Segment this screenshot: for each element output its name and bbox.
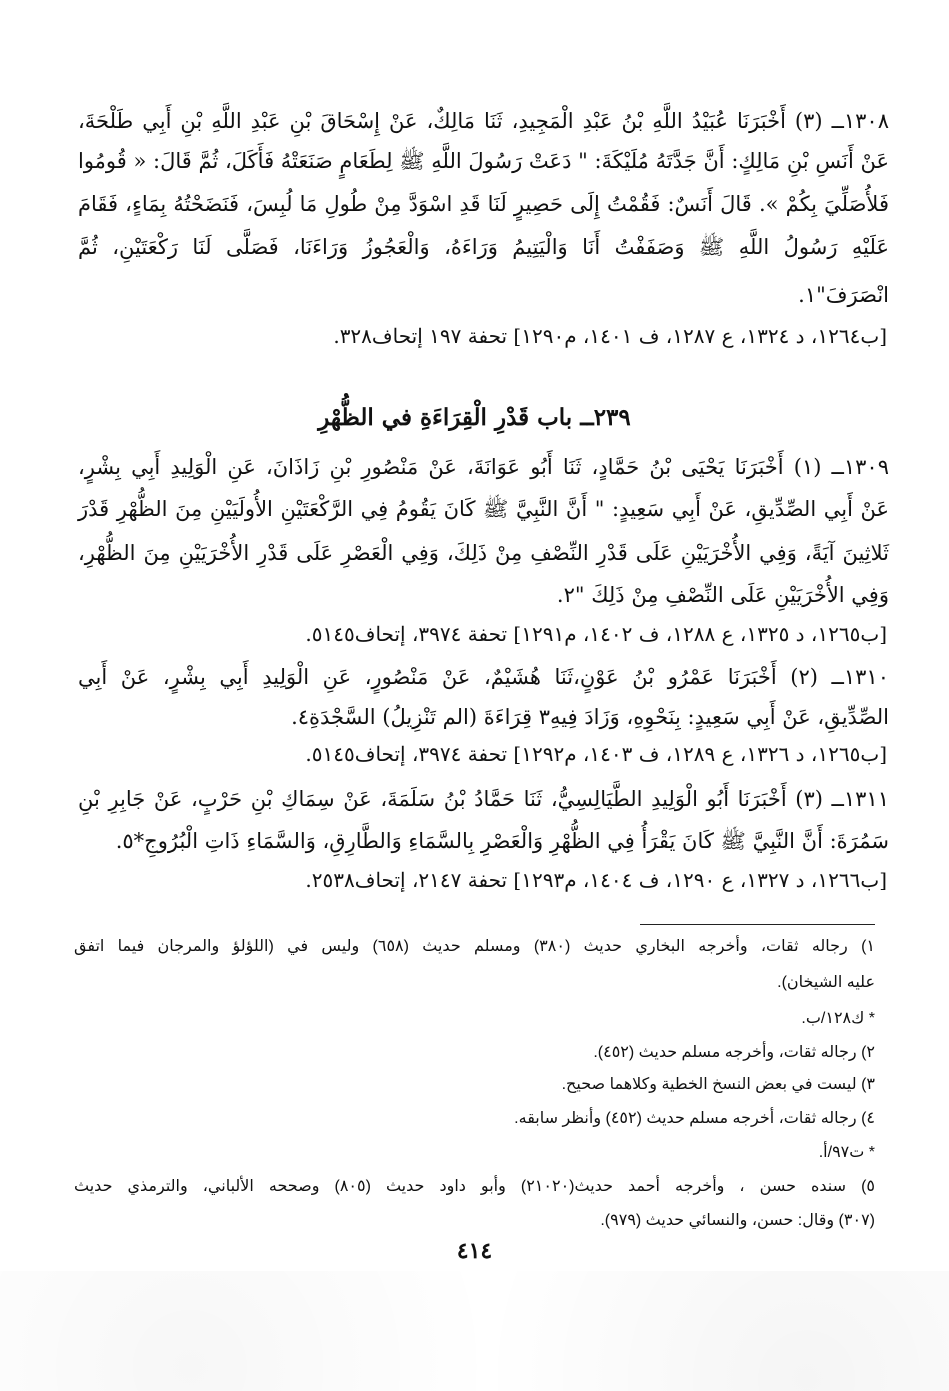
footnote-divider bbox=[640, 924, 875, 925]
hadith-1309-line-2: عَنْ أَبِي الصِّدِّيقِ، عَنْ أَبِي سَعِيدٍ: " أَنَّ النَّبِيَّ ﷺ كَانَ يَقُومُ فِي الرَّكْعَتَيْنِ الأُولَيَيْنِ مِنَ الظُّهْرِ قَدْرَ bbox=[78, 497, 889, 521]
chapter-title: ٢٣٩ــ باب قَدْرِ الْقِرَاءَةِ في الظُّهْرِ bbox=[318, 404, 631, 431]
hadith-1310-line-2: الصِّدِّيقِ، عَنْ أَبِي سَعِيدٍ: بِنَحْوِهِ، وَزَادَ فِيهِ٣ قِرَاءَةَ (الم تَنْزِيلُ) السَّجْدَةِ٤. bbox=[291, 705, 889, 729]
hadith-1308-line-2: عَنْ أَنَسِ بْنِ مَالِكٍ: أَنَّ جَدَّتَهُ مُلَيْكَةَ: " دَعَتْ رَسُولَ اللَّهِ ﷺ لِطَعَامٍ صَنَعَتْهُ فَأَكَلَ، ثُمَّ قَالَ: « قُومُوا bbox=[78, 149, 889, 173]
hadith-1309-line-1: ١٣٠٩ــ (١) أَخْبَرَنَا يَحْيَى بْنُ حَمَّادٍ، ثَنَا أَبُو عَوَانَةَ، عَنْ مَنْصُورِ بْنِ زَاذَانَ، عَنِ الْوَلِيدِ أَبِي بِشْرٍ، bbox=[78, 455, 889, 479]
hadith-1311-reference: [ب١٢٦٦، د ١٣٢٧، ع ١٢٩٠، ف ١٤٠٤، م١٢٩٣] تحفة ٢١٤٧، إتحاف٢٥٣٨. bbox=[305, 868, 887, 892]
hadith-1308-line-1: ١٣٠٨ــ (٣) أَخْبَرَنَا عُبَيْدُ اللَّهِ بْنُ عَبْدِ الْمَجِيدِ، ثَنَا مَالِكٌ، عَنْ إِسْحَاقَ بْنِ عَبْدِ اللَّهِ بْنِ أَبِي طَلْحَةَ، bbox=[78, 109, 889, 133]
hadith-1311-line-2: سَمُرَةَ: أَنَّ النَّبِيَّ ﷺ كَانَ يَقْرَأُ فِي الظُّهْرِ وَالْعَصْرِ بِالسَّمَاءِ وَالطَّارِقِ، وَالسَّمَاءِ ذَاتِ الْبُرُوجِ*٥. bbox=[115, 829, 889, 853]
scan-texture bbox=[0, 1271, 949, 1391]
footnote-marker-t97: * ت٩٧/أ. bbox=[818, 1144, 875, 1161]
footnote-4: ٤) رجاله ثقات، أخرجه مسلم حديث (٤٥٢) وأنظر سابقه. bbox=[514, 1110, 875, 1127]
hadith-1309-line-4: وَفِي الأُخْرَيَيْنِ عَلَى النِّصْفِ مِنْ ذَلِكَ "٢. bbox=[556, 583, 889, 607]
hadith-1311-line-1: ١٣١١ــ (٣) أَخْبَرَنَا أَبُو الْوَلِيدِ الطَّيَالِسِيُّ، ثَنَا حَمَّادُ بْنُ سَلَمَةَ، عَنْ سِمَاكِ بْنِ حَرْبٍ، عَنْ جَابِرِ بْنِ bbox=[78, 787, 889, 811]
hadith-1308-line-4: عَلَيْهِ رَسُولُ اللَّهِ ﷺ وَصَفَفْتُ أَنَا وَالْيَتِيمُ وَرَاءَهُ، وَالْعَجُوزُ وَرَاءَنَا، فَصَلَّى لَنَا رَكْعَتَيْنِ، ثُمَّ bbox=[78, 235, 889, 259]
footnote-1-line-2: عليه الشيخان). bbox=[777, 974, 875, 991]
footnote-5-line-1: ٥) سنده حسن ، وأخرجه أحمد حديث(٢١٠٢٠) وأبو داود حديث (٨٠٥) وصححه الألباني، والترمذي حديث bbox=[74, 1178, 876, 1195]
footnote-3: ٣) ليست في بعض النسخ الخطية وكلاهما صحيح. bbox=[561, 1076, 875, 1093]
hadith-1309-reference: [ب١٢٦٥، د ١٣٢٥، ع ١٢٨٨، ف ١٤٠٢، م١٢٩١] تحفة ٣٩٧٤، إتحاف٥١٤٥. bbox=[305, 622, 887, 646]
hadith-1308-line-3: فَلأُصَلِّيَ بِكُمْ ». قَالَ أَنَسٌ: فَقُمْتُ إِلَى حَصِيرٍ لَنَا قَدِ اسْوَدَّ مِنْ طُولِ مَا لُبِسَ، فَنَضَحْتُهُ بِمَاءٍ، فَقَامَ bbox=[78, 192, 889, 216]
footnote-marker-k128: * ك١٢٨/ب. bbox=[801, 1010, 875, 1027]
hadith-1310-reference: [ب١٢٦٥، د ١٣٢٦، ع ١٢٨٩، ف ١٤٠٣، م١٢٩٢] تحفة ٣٩٧٤، إتحاف٥١٤٥. bbox=[305, 742, 887, 766]
hadith-1310-line-1: ١٣١٠ــ (٢) أَخْبَرَنَا عَمْرُو بْنُ عَوْنٍ،ثَنَا هُشَيْمٌ، عَنْ مَنْصُورٍ، عَنِ الْوَلِيدِ أَبِي بِشْرٍ، عَنْ أَبِي bbox=[78, 665, 889, 689]
hadith-1308-line-5: انْصَرَفَ"١. bbox=[798, 283, 889, 307]
footnote-1-line-1: ١) رجاله ثقات، وأخرجه البخاري حديث (٣٨٠) ومسلم حديث (٦٥٨) وليس في (اللؤلؤ والمرجان فيما اتفق bbox=[74, 938, 875, 955]
hadith-1308-reference: [ب١٢٦٤، د ١٣٢٤، ع ١٢٨٧، ف ١٤٠١، م١٢٩٠] تحفة ١٩٧ إتحاف٣٢٨. bbox=[333, 324, 887, 348]
page-number: ٤١٤ bbox=[456, 1238, 493, 1264]
hadith-1309-line-3: ثَلاثِينَ آيَةً، وَفِي الأُخْرَيَيْنِ عَلَى قَدْرِ النِّصْفِ مِنْ ذَلِكَ، وَفِي الْعَصْرِ عَلَى قَدْرِ الأُخْرَيَيْنِ مِنَ الظُّهْرِ، bbox=[78, 541, 889, 565]
footnote-5-line-2: (٣٠٧) وقال: حسن، والنسائي حديث (٩٧٩). bbox=[600, 1212, 875, 1229]
footnote-2: ٢) رجاله ثقات، وأخرجه مسلم حديث (٤٥٢). bbox=[593, 1044, 875, 1061]
